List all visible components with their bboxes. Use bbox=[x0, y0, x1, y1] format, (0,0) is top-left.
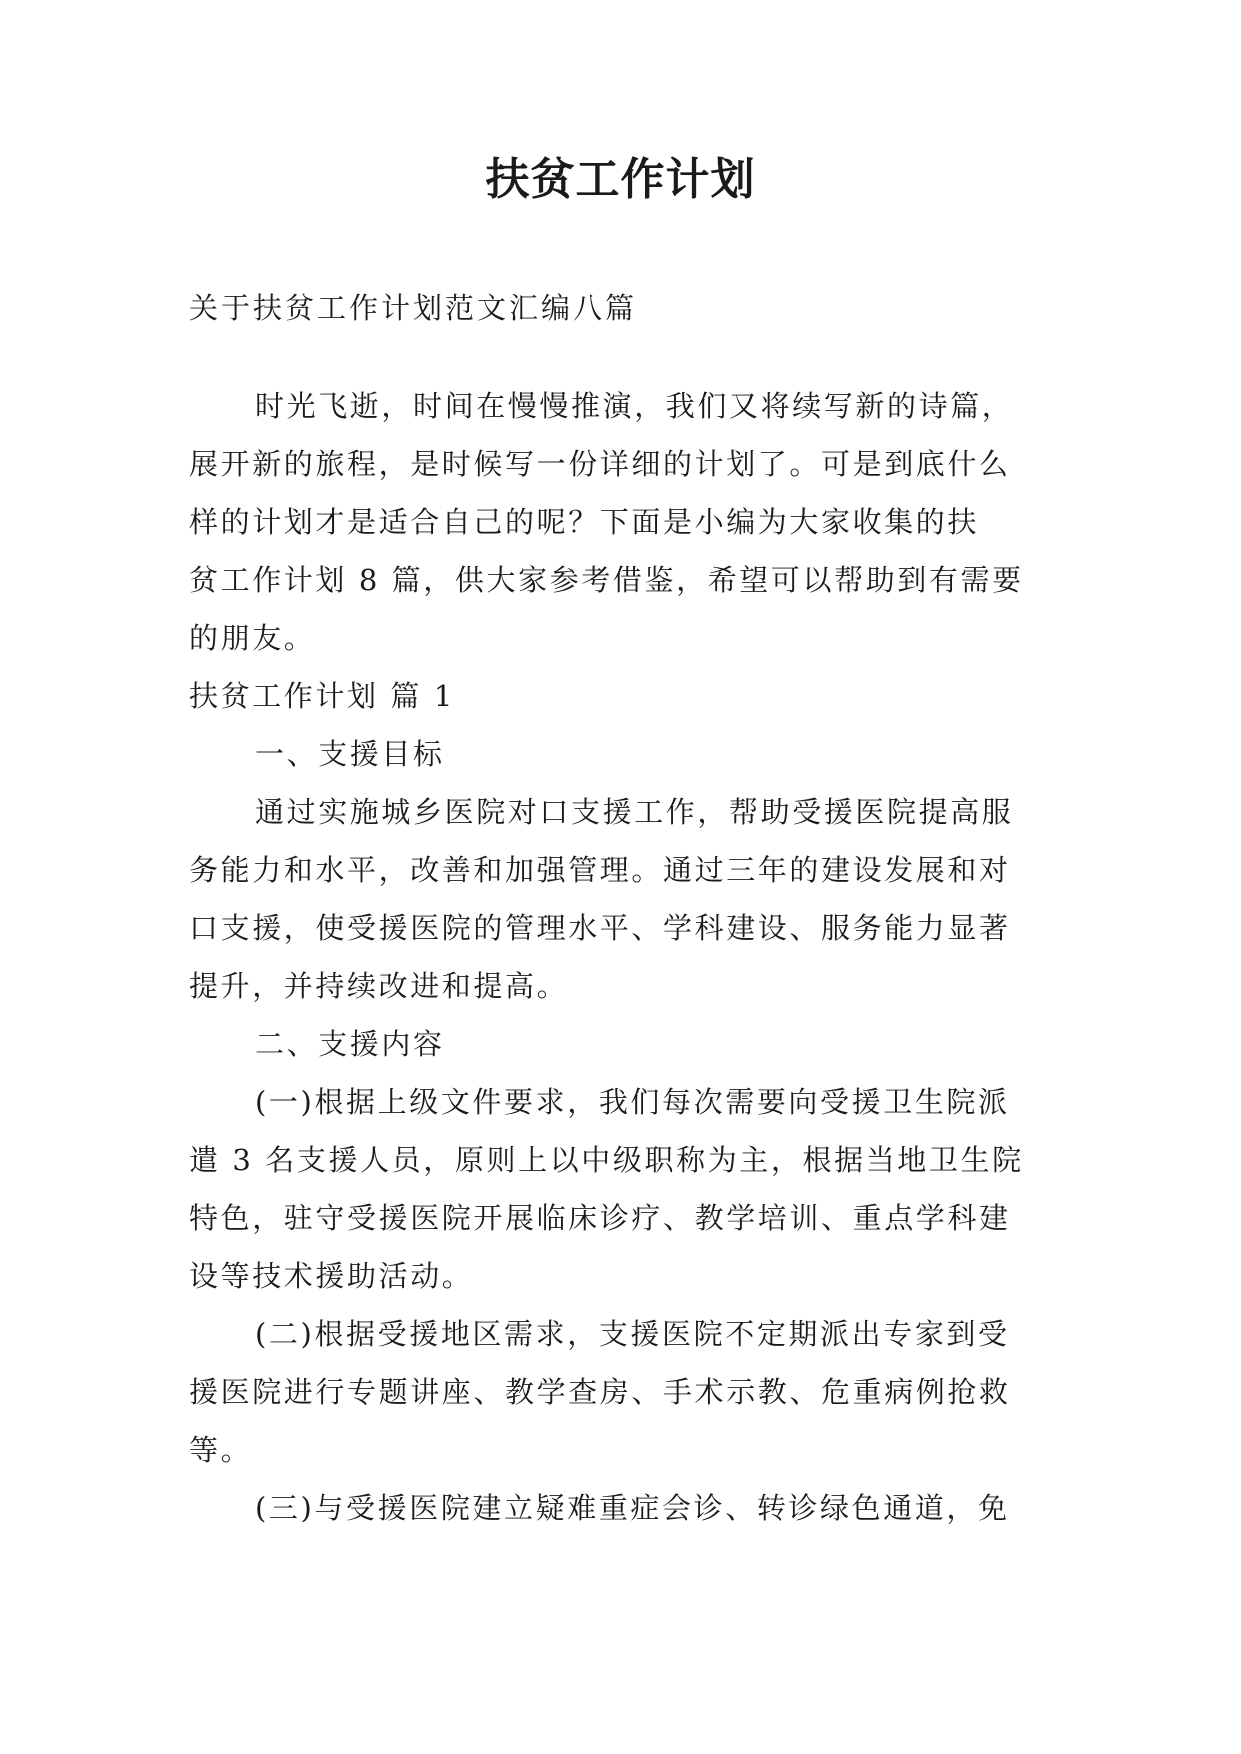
document-subtitle: 关于扶贫工作计划范文汇编八篇 bbox=[189, 291, 638, 325]
body-line: 遣 3 名支援人员，原则上以中级职称为主，根据当地卫生院 bbox=[189, 1143, 1024, 1177]
body-line: 样的计划才是适合自己的呢？下面是小编为大家收集的扶 bbox=[189, 505, 980, 539]
body-line: (一)根据上级文件要求，我们每次需要向受援卫生院派 bbox=[255, 1085, 1010, 1119]
body-line: 提升，并持续改进和提高。 bbox=[189, 969, 569, 1003]
document-body bbox=[189, 377, 1069, 1537]
body-line: 时光飞逝，时间在慢慢推演，我们又将续写新的诗篇， bbox=[255, 389, 1014, 423]
body-line: 援医院进行专题讲座、教学查房、手术示教、危重病例抢救 bbox=[189, 1375, 1011, 1409]
body-line: 扶贫工作计划 篇 1 bbox=[189, 679, 455, 713]
body-line: 二、支援内容 bbox=[255, 1027, 445, 1061]
body-line: 设等技术援助活动。 bbox=[189, 1259, 474, 1293]
body-line: 展开新的旅程，是时候写一份详细的计划了。可是到底什么 bbox=[189, 447, 1011, 481]
body-line: 通过实施城乡医院对口支援工作，帮助受援医院提高服 bbox=[255, 795, 1014, 829]
body-line: (二)根据受援地区需求，支援医院不定期派出专家到受 bbox=[255, 1317, 1010, 1351]
body-line: 特色，驻守受援医院开展临床诊疗、教学培训、重点学科建 bbox=[189, 1201, 1011, 1235]
body-line: (三)与受援医院建立疑难重症会诊、转诊绿色通道，免 bbox=[255, 1491, 1010, 1525]
body-line: 等。 bbox=[189, 1433, 253, 1467]
document-title: 扶贫工作计划 bbox=[485, 154, 756, 205]
body-line: 的朋友。 bbox=[189, 621, 316, 655]
body-line: 贫工作计划 8 篇，供大家参考借鉴，希望可以帮助到有需要 bbox=[189, 563, 1024, 597]
body-line: 一、支援目标 bbox=[255, 737, 445, 771]
body-line: 务能力和水平，改善和加强管理。通过三年的建设发展和对 bbox=[189, 853, 1011, 887]
body-line: 口支援，使受援医院的管理水平、学科建设、服务能力显著 bbox=[189, 911, 1011, 945]
